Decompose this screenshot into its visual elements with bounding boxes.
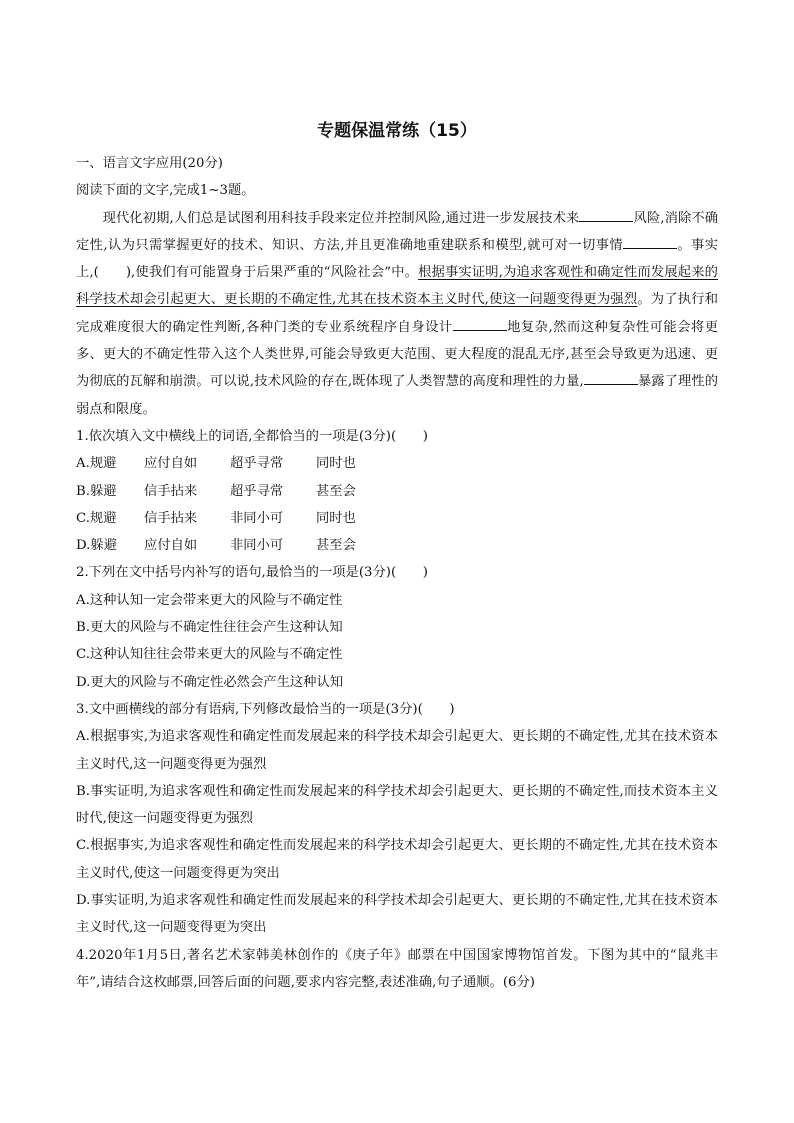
option-word: 超乎寻常 [230, 456, 284, 472]
option-word: 超乎寻常 [230, 483, 284, 499]
underlined-sentence: 根据事实证明,为追求客观性和确定性而发展起来的科学技术却会引起更大、更长期的不确定性,尤其在技术资本主义时代,使这一问题变得更为强烈 [76, 265, 718, 308]
question-2-option-a[interactable]: A.这种认知一定会带来更大的风险与不确定性 [76, 592, 343, 608]
question-3-option-d[interactable]: D.事实证明,为追求客观性和确定性而发展起来的科学技术却会引起更大、更长期的不确定性,尤其在技术资本主义时代,这一问题变得更为突出 [76, 893, 718, 936]
question-3-stem: 3.文中画横线的部分有语病,下列修改最恰当的一项是(3分)( ) [76, 701, 455, 717]
page-title: 专题保温常练（15） [317, 121, 477, 141]
option-label: B.躲避 [76, 483, 117, 499]
option-label: C.规避 [76, 510, 117, 526]
question-1-option-a[interactable] [76, 450, 718, 477]
question-3-option-b[interactable]: B.事实证明,为追求客观性和确定性而发展起来的科学技术却会引起更大、更长期的不确定性,而技术资本主义时代,使这一问题变得更为强烈 [76, 783, 718, 827]
passage-text: 地复杂,然而这种复杂性可能会将更多、更大的不确定性带入这个人类世界,可能会导致更大范围、更大程度的混乱无序,甚至会导致更为迅速、更为彻底的瓦解和崩溃。可以说,技术风险的存在,既体现了人类智慧的高度和理性的力量, [76, 319, 718, 390]
answer-blank-3[interactable] [453, 316, 507, 331]
option-word: 同时也 [316, 456, 356, 472]
passage-text: 风险,消除不确定性,认为只需掌握更好的技术、知识、方法,并且更准确地重建联系和模型,就可对一切事情 [76, 210, 718, 253]
question-3-option-c[interactable]: C.根据事实,为追求客观性和确定性而发展起来的科学技术却会引起更大、更长期的不确定性,尤其在技术资本主义时代,使这一问题变得更为突出 [76, 838, 718, 881]
question-1-option-d[interactable] [76, 532, 718, 559]
option-word: 应付自如 [144, 538, 198, 554]
option-word: 非同小可 [230, 510, 284, 526]
option-word: 非同小可 [230, 538, 284, 554]
option-label: D.躲避 [76, 538, 118, 554]
question-2-option-d[interactable]: D.更大的风险与不确定性必然会产生这种认知 [76, 674, 344, 690]
question-4-stem: 4.2020年1月5日,著名艺术家韩美林创作的《庚子年》邮票在中国国家博物馆首发。下图为其中的“鼠兆丰年”,请结合这枚邮票,回答后面的问题,要求内容完整,表述准确,句子通顺。(6分) [76, 947, 718, 990]
reading-passage [76, 205, 718, 423]
option-word: 信手拈来 [144, 510, 198, 526]
question-2-option-c[interactable]: C.这种认知往往会带来更大的风险与不确定性 [76, 647, 343, 663]
document-content [76, 150, 718, 996]
question-3-option-a[interactable]: A.根据事实,为追求客观性和确定性而发展起来的科学技术却会引起更大、更长期的不确定性,尤其在技术资本主义时代,这一问题变得更为强烈 [76, 729, 718, 772]
option-word: 应付自如 [144, 456, 198, 472]
option-word: 甚至会 [316, 538, 356, 554]
section-heading: 一、语言文字应用(20分) [76, 156, 223, 171]
option-word: 甚至会 [316, 483, 356, 499]
answer-blank-4[interactable] [584, 370, 638, 385]
reading-instruction: 阅读下面的文字,完成1~3题。 [76, 183, 255, 199]
option-label: A.规避 [76, 456, 117, 472]
answer-blank-1[interactable] [579, 207, 633, 222]
answer-blank-2[interactable] [623, 234, 677, 249]
question-1-option-c[interactable] [76, 505, 718, 532]
passage-text: 。事实上,( ),使我们有可能置身于后果严重的“风险社会”中。 [76, 237, 718, 281]
question-1-stem: 1.依次填入文中横线上的词语,全都恰当的一项是(3分)( ) [76, 428, 428, 444]
question-2-option-b[interactable]: B.更大的风险与不确定性往往会产生这种认知 [76, 620, 343, 636]
passage-text: 现代化初期,人们总是试图利用科技手段来定位并控制风险,通过进一步发展技术来 [102, 210, 580, 226]
option-word: 同时也 [316, 510, 356, 526]
question-2-stem: 2.下列在文中括号内补写的语句,最恰当的一项是(3分)( ) [76, 565, 428, 581]
question-1-option-b[interactable] [76, 478, 718, 505]
passage-text: 暴露了理性的弱点和限度。 [76, 374, 719, 417]
option-word: 信手拈来 [144, 483, 198, 499]
passage-text: 。为了执行和完成难度很大的确定性判断,各种门类的专业系统程序自身设计 [76, 292, 719, 335]
